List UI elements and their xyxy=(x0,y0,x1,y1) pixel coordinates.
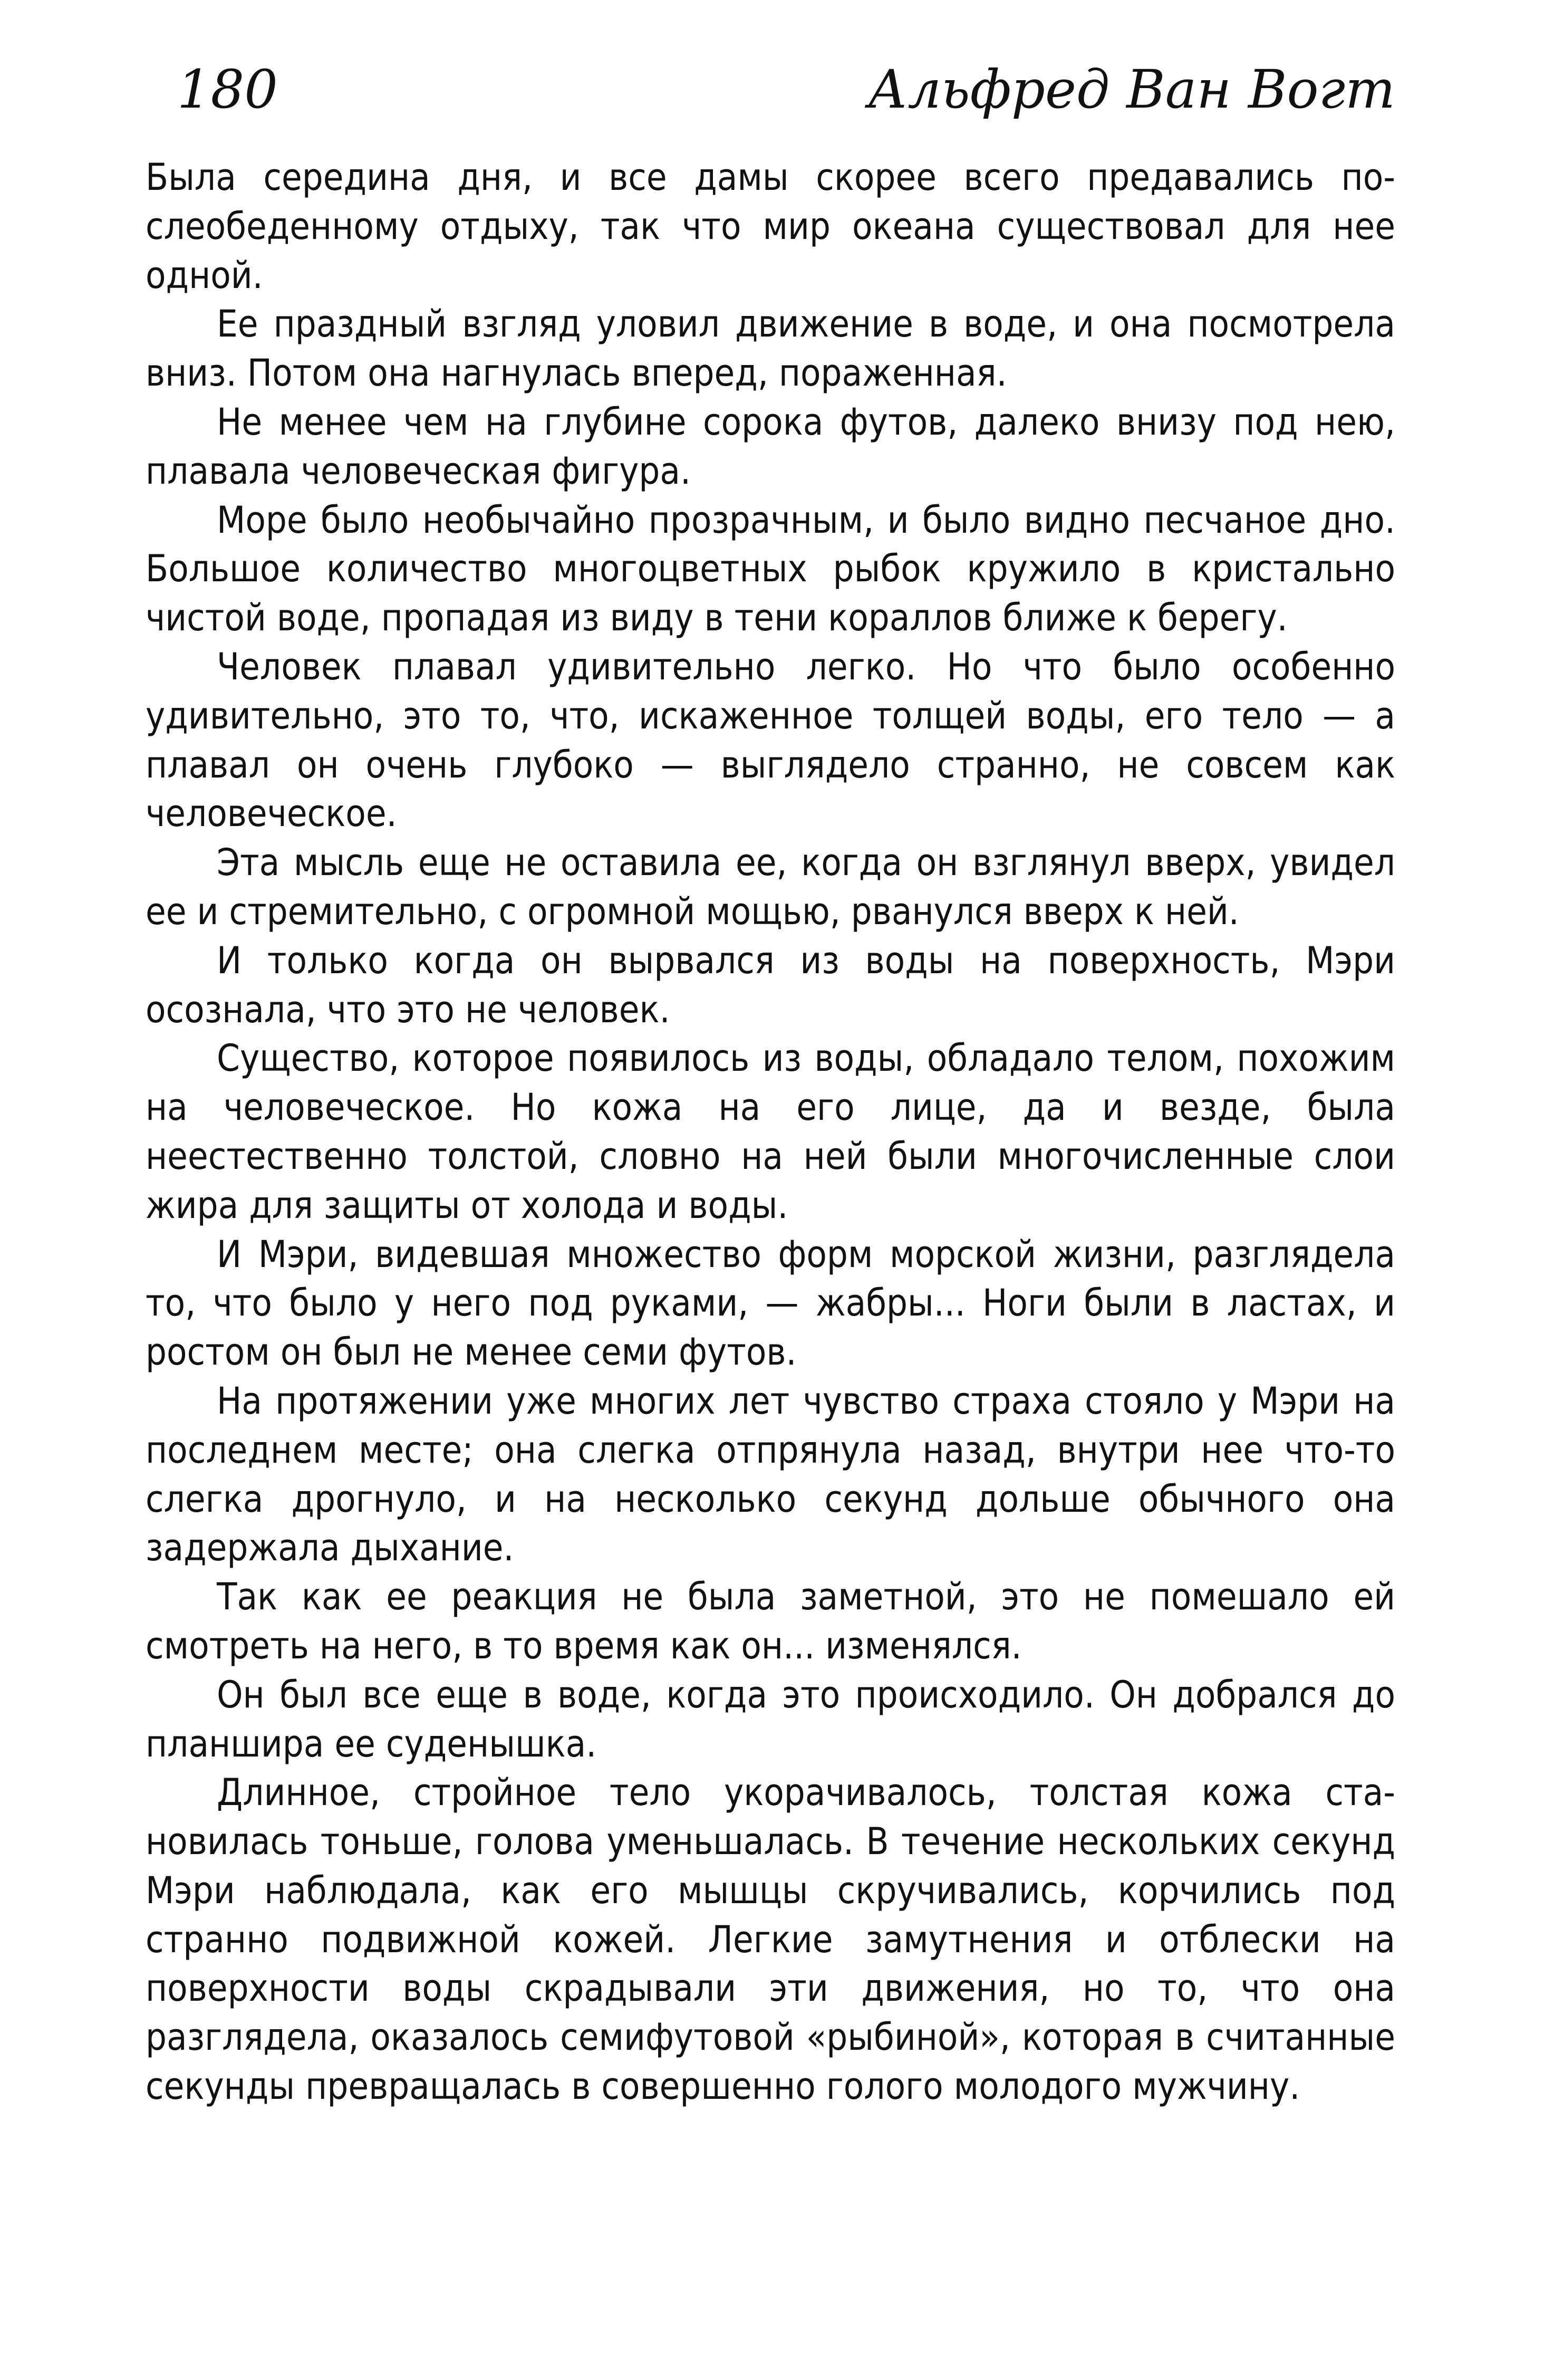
paragraph: Существо, которое появилось из воды, обладало телом, похожим на человеческое. Но кожа на его лице, да и везде, была неестественно толстой, словно на ней были многочисленные слои жира для защиты от холода и воды. xyxy=(146,1037,1395,1227)
running-title: Альфред Ван Вогт xyxy=(867,59,1395,120)
paragraph: На протяжении уже многих лет чувство страха стояло у Мэри на последнем месте; она слегка отпрянула назад, внутри нее что-то слегка дрогнуло, и на несколько секунд дольше обычного она задержала дыхание. xyxy=(146,1379,1395,1570)
paragraph: Так как ее реакция не была заметной, это не помешало ей смотреть на него, в то время как он... изменялся. xyxy=(146,1575,1395,1667)
paragraph: Ее праздный взгляд уловил движение в воде, и она посмотрела вниз. Потом она нагнулась вперед, пораженная. xyxy=(146,302,1395,395)
paragraph: Была середина дня, и все дамы скорее всего предавались послеобеденному отдыху, так что мир океана существовал для нее одной. xyxy=(146,156,1395,297)
paragraph: Он был все еще в воде, когда это происходило. Он добрался до планшира ее суденышка. xyxy=(146,1673,1395,1765)
page-header xyxy=(146,59,1395,153)
paragraph: Человек плавал удивительно легко. Но что было особенно удивительно, это то, что, искаженное толщей воды, его тело — а плавал он очень глубоко — выглядело странно, не совсем как человеческое. xyxy=(146,645,1395,836)
page-number: 180 xyxy=(177,59,278,120)
paragraph: И только когда он вырвался из воды на поверхность, Мэри осознала, что это не человек. xyxy=(146,938,1395,1031)
paragraph: Эта мысль еще не оставила ее, когда он взглянул вверх, увидел ее и стремительно, с огромной мощью, рванулся вверх к ней. xyxy=(146,841,1395,933)
paragraph: Море было необычайно прозрачным, и было видно песчаное дно. Большое количество многоцветных рыбок кружило в кристально чистой воде, пропадая из виду в тени кораллов ближе к берегу. xyxy=(146,498,1395,640)
paragraph: И Мэри, видевшая множество форм морской жизни, разглядела то, что было у него под руками, — жабры... Ноги были в ластах, и ростом он был не менее семи футов. xyxy=(146,1232,1395,1374)
paragraph: Длинное, стройное тело укорачивалось, толстая кожа становилась тоньше, голова уменьшалась. В течение нескольких секунд Мэри наблюдала, как его мышцы скручивались, корчились под странно подвижной кожей. Легкие замутнения и отблески на поверхности воды скрадывали эти движения, но то, что она разглядела, оказалось семифутовой «рыбиной», которая в считанные секунды превращалась в совершенно голого молодого мужчину. xyxy=(146,1771,1395,2108)
paragraph: Не менее чем на глубине сорока футов, далеко внизу под нею, плавала человеческая фигура. xyxy=(146,400,1395,493)
book-page xyxy=(146,59,1395,2111)
body-text xyxy=(146,153,1395,2111)
